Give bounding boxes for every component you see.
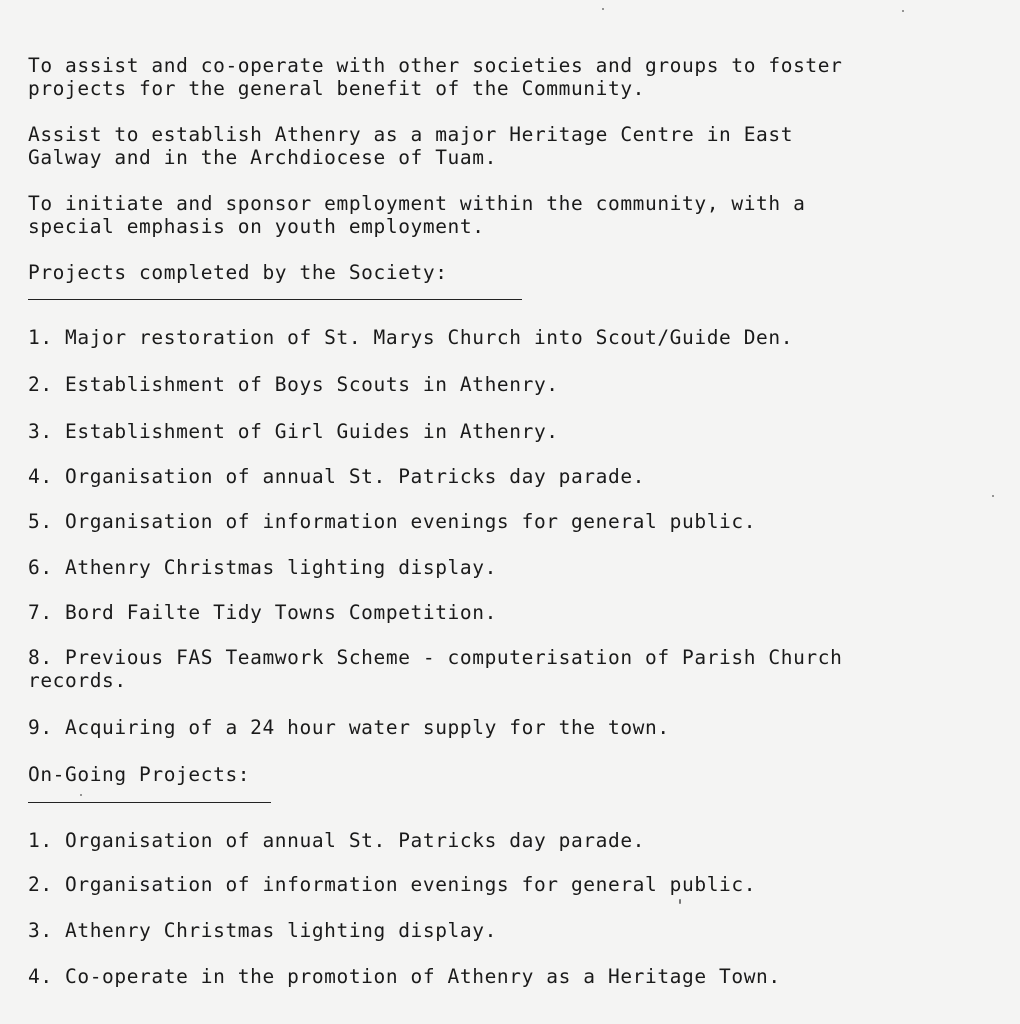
- completed-item-5: 5. Organisation of information evenings for general public.: [28, 510, 757, 533]
- completed-item-4: 4. Organisation of annual St. Patricks day parade.: [28, 465, 645, 488]
- scan-speck: [602, 8, 604, 10]
- completed-item-3: 3. Establishment of Girl Guides in Athenry.: [28, 420, 559, 443]
- ongoing-heading-underline: [28, 802, 271, 803]
- ongoing-item-3: 3. Athenry Christmas lighting display.: [28, 919, 497, 942]
- completed-heading: Projects completed by the Society:: [28, 261, 448, 284]
- ongoing-item-4: 4. Co-operate in the promotion of Athenry as a Heritage Town.: [28, 965, 781, 988]
- scan-speck: [992, 495, 994, 497]
- completed-item-1: 1. Major restoration of St. Marys Church into Scout/Guide Den.: [28, 326, 794, 349]
- aim-1-line-2: projects for the general benefit of the Community.: [28, 77, 645, 100]
- ongoing-heading: On-Going Projects:: [28, 763, 251, 786]
- aim-3-line-2: special emphasis on youth employment.: [28, 215, 485, 238]
- completed-item-8-line-1: 8. Previous FAS Teamwork Scheme - computerisation of Parish Church: [28, 646, 843, 669]
- completed-heading-underline: [28, 299, 522, 300]
- scan-speck: [902, 10, 904, 12]
- aim-2-line-2: Galway and in the Archdiocese of Tuam.: [28, 146, 497, 169]
- completed-item-7: 7. Bord Failte Tidy Towns Competition.: [28, 601, 497, 624]
- scan-speck: [679, 899, 681, 904]
- completed-item-8-line-2: records.: [28, 669, 127, 692]
- aim-3-line-1: To initiate and sponsor employment within the community, with a: [28, 192, 806, 215]
- ongoing-item-1: 1. Organisation of annual St. Patricks day parade.: [28, 829, 645, 852]
- aim-2-line-1: Assist to establish Athenry as a major Heritage Centre in East: [28, 123, 794, 146]
- completed-item-9: 9. Acquiring of a 24 hour water supply for the town.: [28, 716, 670, 739]
- scan-speck: [80, 794, 82, 796]
- completed-item-2: 2. Establishment of Boys Scouts in Athenry.: [28, 373, 559, 396]
- aim-1-line-1: To assist and co-operate with other societies and groups to foster: [28, 54, 843, 77]
- completed-item-6: 6. Athenry Christmas lighting display.: [28, 556, 497, 579]
- ongoing-item-2: 2. Organisation of information evenings for general public.: [28, 873, 757, 896]
